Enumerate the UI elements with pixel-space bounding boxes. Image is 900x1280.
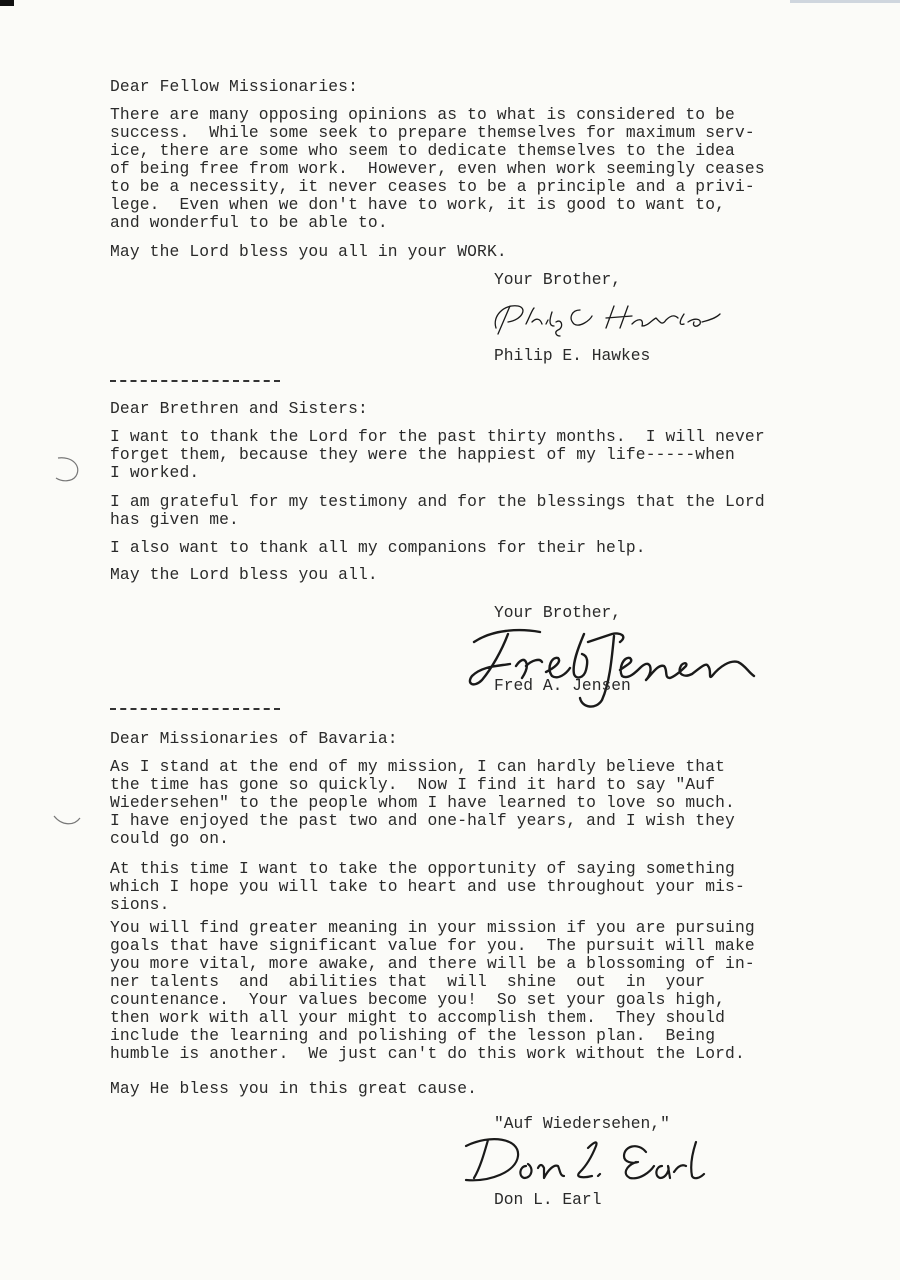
text-line: to be a necessity, it never ceases to be a principle and a privi- xyxy=(110,177,755,196)
text-line: goals that have significant value for you. The pursuit will make xyxy=(110,936,755,955)
salutation: Dear Fellow Missionaries: xyxy=(110,77,359,96)
scan-edge-mark xyxy=(790,0,900,3)
typed-name: Fred A. Jensen xyxy=(494,676,631,695)
closing: "Auf Wiedersehen," xyxy=(494,1114,670,1133)
text-line: As I stand at the end of my mission, I can hardly believe that xyxy=(110,757,726,776)
text-line: I worked. xyxy=(110,463,200,482)
handwritten-signature xyxy=(488,296,728,340)
text-line: There are many opposing opinions as to what is considered to be xyxy=(110,105,735,124)
section-divider xyxy=(110,380,280,382)
typed-name: Don L. Earl xyxy=(494,1190,602,1209)
blessing-line: May He bless you in this great cause. xyxy=(110,1079,478,1098)
blessing-line: May the Lord bless you all. xyxy=(110,565,378,584)
text-line: and wonderful to be able to. xyxy=(110,213,388,232)
closing: Your Brother, xyxy=(494,603,622,622)
text-line: At this time I want to take the opportunity of saying something xyxy=(110,859,735,878)
text-line: ice, there are some who seem to dedicate themselves to the idea xyxy=(110,141,735,160)
margin-pencil-mark xyxy=(50,812,84,828)
text-line: forget them, because they were the happiest of my life-----when xyxy=(110,445,735,464)
handwritten-signature xyxy=(460,1132,730,1192)
salutation: Dear Brethren and Sisters: xyxy=(110,399,368,418)
margin-pencil-mark xyxy=(52,454,84,484)
text-line: which I hope you will take to heart and use throughout your mis- xyxy=(110,877,745,896)
typed-name: Philip E. Hawkes xyxy=(494,346,651,365)
section-divider xyxy=(110,708,280,710)
text-line: humble is another. We just can't do this work without the Lord. xyxy=(110,1044,745,1063)
text-line: Wiedersehen" to the people whom I have learned to love so much. xyxy=(110,793,735,812)
text-line: success. While some seek to prepare themselves for maximum serv- xyxy=(110,123,755,142)
text-line: You will find greater meaning in your mission if you are pursuing xyxy=(110,918,755,937)
closing: Your Brother, xyxy=(494,270,622,289)
text-line: the time has gone so quickly. Now I find it hard to say "Auf xyxy=(110,775,716,794)
text-line: then work with all your might to accomplish them. They should xyxy=(110,1008,726,1027)
text-line: I also want to thank all my companions for their help. xyxy=(110,538,646,557)
text-line: include the learning and polishing of the lesson plan. Being xyxy=(110,1026,716,1045)
text-line: lege. Even when we don't have to work, it is good to want to, xyxy=(110,195,726,214)
text-line: countenance. Your values become you! So set your goals high, xyxy=(110,990,726,1009)
text-line: you more vital, more awake, and there will be a blossoming of in- xyxy=(110,954,755,973)
blessing-line: May the Lord bless you all in your WORK. xyxy=(110,242,507,261)
text-line: has given me. xyxy=(110,510,239,529)
scan-corner-mark xyxy=(0,0,14,6)
salutation: Dear Missionaries of Bavaria: xyxy=(110,729,398,748)
text-line: could go on. xyxy=(110,829,230,848)
text-line: I have enjoyed the past two and one-half years, and I wish they xyxy=(110,811,735,830)
text-line: sions. xyxy=(110,895,170,914)
text-line: of being free from work. However, even when work seemingly ceases xyxy=(110,159,765,178)
handwritten-signature xyxy=(462,622,762,712)
text-line: I want to thank the Lord for the past thirty months. I will never xyxy=(110,427,765,446)
text-line: ner talents and abilities that will shine out in your xyxy=(110,972,706,991)
text-line: I am grateful for my testimony and for the blessings that the Lord xyxy=(110,492,765,511)
